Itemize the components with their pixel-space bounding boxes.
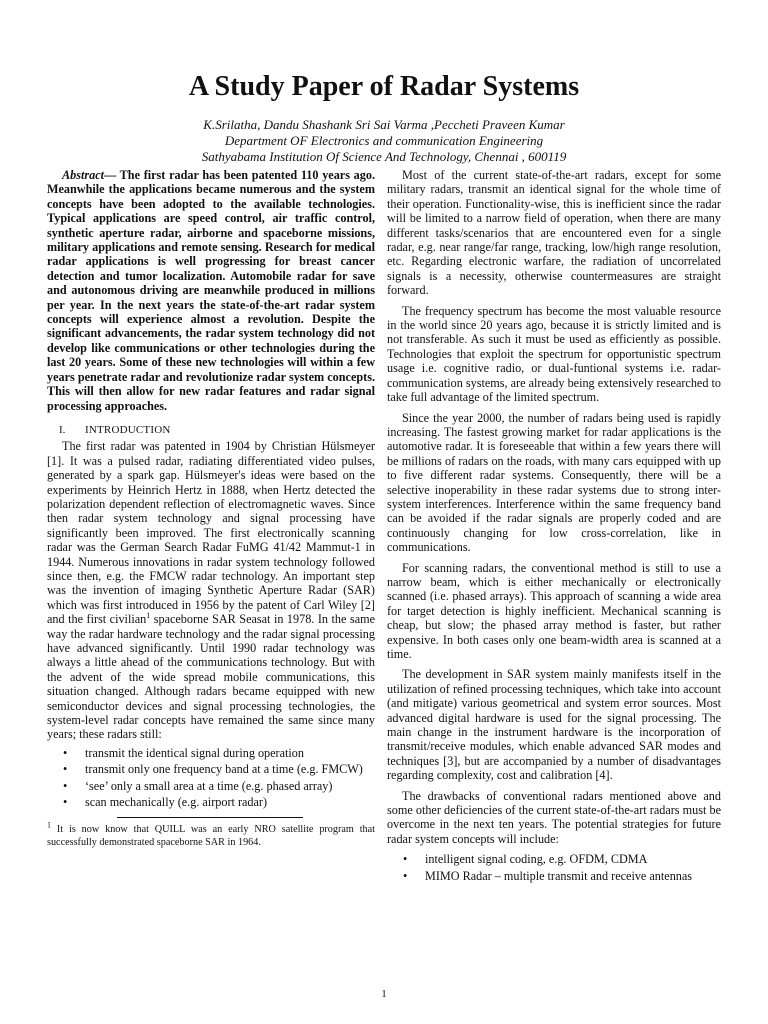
list-item: • ‘see’ only a small area at a time (e.g. phased array) — [63, 778, 333, 793]
bullet-icon: • — [63, 795, 68, 810]
footnote-mark: 1 — [47, 821, 51, 831]
list-item: • transmit only one frequency band at a time (e.g. FMCW) — [63, 762, 363, 777]
body-paragraph: The frequency spectrum has become the most valuable resource in the world since 20 years ago, because it is strictly limited and is not transferable. As such it must be used as efficiently as possible. Technologies that exploit the spectrum for opportunistic spectrum usage i.e. cognitive radio, or dual-funtional systems i.e. radar-communication systems, are already being extensively researched to take full advantage of the limited spectrum. — [387, 303, 721, 405]
author-department: Department OF Electronics and communication Engineering — [224, 133, 544, 148]
footnote-ref: 1 — [146, 611, 151, 621]
abstract — [47, 168, 375, 413]
bullet-icon: • — [63, 762, 68, 777]
body-paragraph: The development in SAR system mainly manifests itself in the utilization of refined processing techniques, which take into account (and mitigate) various geometrical and system error sources. Most advanced digital hardware is used for the signal processing. The main change in the instrument hardware is the incorporation of transmit/receive modules, which enable advanced SAR modes and techniques [3], but are accompanied by a number of disadvantages regarding complexity, cost and calibration [4]. — [387, 667, 721, 783]
bullet-icon: • — [63, 778, 68, 793]
footnote-text: It is now know that QUILL was an early NRO satellite program that successfully demonstrated spaceborne SAR in 1964. — [47, 824, 375, 848]
section-title: INTRODUCTION — [85, 423, 171, 436]
body-paragraph: For scanning radars, the conventional method is still to use a narrow beam, which is either mechanically or electronically scanned (i.e. phased arrays). This approach of scanning a wide area for target detection is highly inefficient. Mechanical scanning is cheap, but slow; the phased array method is faster, but rather expensive. In both cases only one beam-width area is scanned at a time. — [387, 560, 721, 661]
list-item: • intelligent signal coding, e.g. OFDM, CDMA — [403, 852, 648, 867]
bullet-icon: • — [403, 852, 408, 867]
list-item: • MIMO Radar – multiple transmit and receive antennas — [403, 868, 693, 883]
footnote-divider — [117, 817, 303, 818]
footnote — [47, 821, 375, 849]
right-column — [387, 168, 721, 885]
page-number: 1 — [381, 988, 387, 1000]
intro-text-part2: spaceborne SAR Seasat in 1978. In the same way the radar hardware technology and the radar signal processing have advanced significantly. Until 1990 radar technology was always a little ahead of the communications technology. But with the advent of the wide spread mobile communications, this situation changed. Although radars became equipped with new semiconductor devices and signal processing technologies, the system-level radar concepts have remained the same since many years; these radars still: — [47, 612, 375, 742]
body-paragraph: Since the year 2000, the number of radars being used is rapidly increasing. The fastest growing market for radar applications is the automotive radar. It is foreseeable that within a few years there will be millions of radars on the roads, with many cars equipped with up to five different radar systems. Consequently, there will be a selective inoperability in these radar systems due to strong inter-system interferences. Interference within the same frequency band can be avoided if the radar signals are properly coded and are continuously changing for low cross-correlation, like in communications. — [387, 410, 721, 555]
author-block — [0, 117, 768, 165]
author-names: K.Srilatha, Dandu Shashank Sri Sai Varma ,Peccheti Praveen Kumar — [203, 117, 565, 132]
list-item: • scan mechanically (e.g. airport radar) — [63, 795, 268, 810]
bullet-icon: • — [63, 745, 68, 760]
paper-title: A Study Paper of Radar Systems — [188, 71, 580, 102]
body-paragraph: Most of the current state-of-the-art radars, except for some military radars, transmit an identical signal for the whole time of their operation. Functionality-wise, this is inefficient since the radar will be limited to a narrow field of operation, when there are many different tasks/scenarios that are encountered even for a single radar, e.g. near range/far range, tracking, low/high range resolution, etc. Regarding electronic warfare, the radiation of uncorrelated signals is a necessity, otherwise countermeasures are straight forward. — [387, 168, 721, 298]
radar-limitations-list — [47, 746, 375, 810]
intro-text-part1: The first radar was patented in 1904 by Christian Hülsmeyer [1]. It was a pulsed radar, radiating differentiated video pulses, generated by a spark gap. Hülsmeyer's ideas were based on the experiments by Heinrich Hertz in 1888, when Hertz detected the polarization dependent reflection of electromagnetic waves. Since then radar system technology and signal processing have significantly been improved. The first electronically scanning radar was the German Search Radar FuMG 41/42 Mammut-1 in 1944. Numerous innovations in radar system technology followed since then, e.g. the FMCW radar technology. An important step was the invention of imaging Synthetic Aperture Radar (SAR) which was first introduced in 1956 by the patent of Carl Wiley [2] and the first civilian — [47, 439, 375, 627]
section-number: I. — [59, 423, 66, 436]
list-item: • transmit the identical signal during operation — [63, 745, 304, 760]
abstract-dash: — — [103, 168, 117, 182]
abstract-text: The first radar has been patented 110 years ago. Meanwhile the applications became numerous and the system concepts have been adopted to the available technologies. Typical applications are speed control, air traffic control, synthetic aperture radar, airborne and spaceborne missions, military applications and remote sensing. Research for medical radar applications is well progressing for breast cancer detection and tumor localization. Automobile radar for save and autonomous driving are meanwhile produced in millions per year. In the next years the state-of-the-art radar system concepts will experience almost a revolution. Despite the significant advancements, the radar system technology did not develop like communications or other technologies during the last 20 years. Some of these new technologies will within a few years penetrate radar and revolutionize radar system concepts. This will then allow for new radar features and radar signal processing approaches. — [47, 168, 375, 413]
introduction-paragraph — [47, 439, 375, 742]
bullet-icon: • — [403, 868, 408, 883]
section-heading-introduction — [47, 423, 375, 437]
author-institution: Sathyabama Institution Of Science And Technology, Chennai , 600119 — [201, 149, 567, 164]
future-strategies-list — [387, 852, 721, 883]
left-column — [47, 168, 375, 849]
body-paragraph: The drawbacks of conventional radars mentioned above and some other deficiencies of the current state-of-the-art radars must be overcome in the next ten years. The potential strategies for future radar system concepts will include: — [387, 788, 721, 846]
abstract-label: Abstract — [62, 168, 104, 182]
